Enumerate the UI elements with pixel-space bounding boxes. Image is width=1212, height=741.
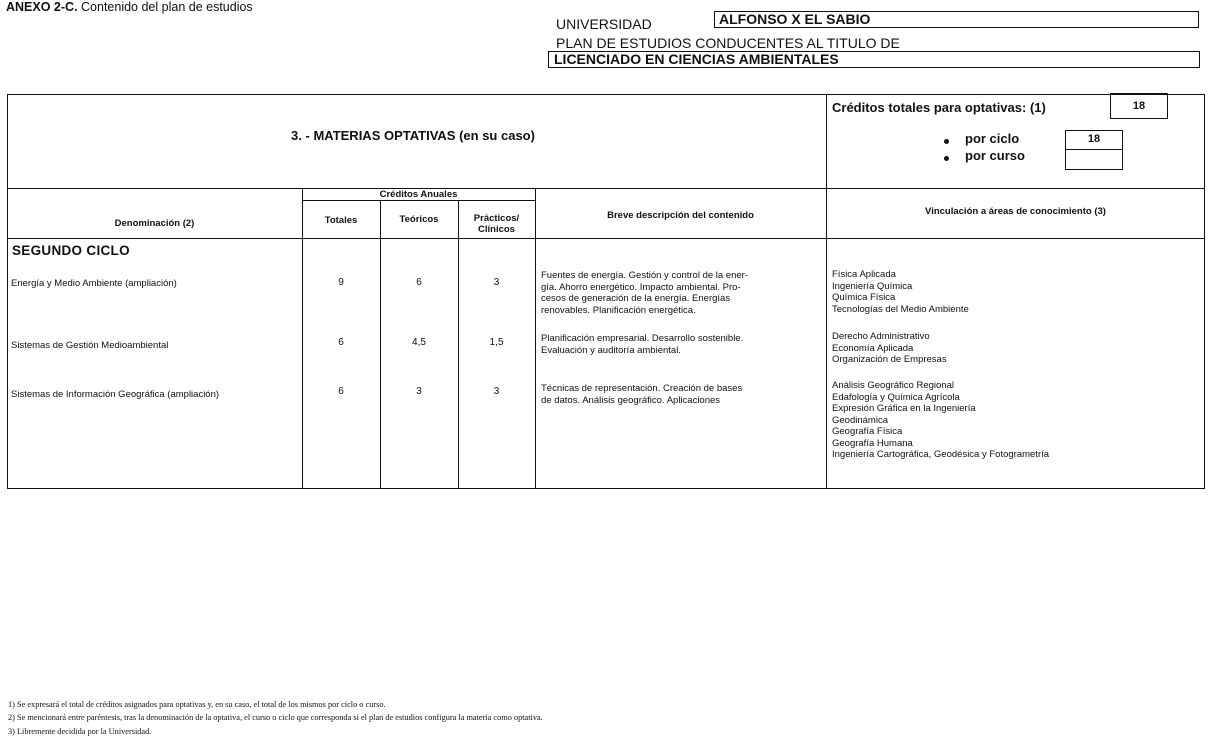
credits-teoricos: 4,5 — [412, 337, 426, 348]
por-curso-label: por curso — [965, 148, 1025, 163]
divider — [7, 238, 1205, 239]
credits-total-value: 18 — [1110, 93, 1168, 119]
divider — [826, 94, 827, 489]
section-title: 3. - MATERIAS OPTATIVAS (en su caso) — [291, 128, 535, 143]
university-value: ALFONSO X EL SABIO — [714, 11, 1199, 28]
footnote-2: 2) Se mencionará entre paréntesis, tras la denominación de la optativa, el curso o ciclo que corresponda si el plan de estudios configura la materia como optativa. — [8, 713, 543, 722]
annex-heading: ANEXO 2-C. Contenido del plan de estudios — [6, 0, 253, 14]
credits-teoricos: 6 — [416, 277, 422, 288]
subject-description: Planificación empresarial. Desarrollo sostenible. Evaluación y auditoría ambiental. — [541, 333, 744, 356]
subject-name: Energía y Medio Ambiente (ampliación) — [11, 278, 177, 289]
bullet-icon — [944, 139, 949, 144]
cycle-label: SEGUNDO CICLO — [12, 243, 130, 258]
header-teoricos: Teóricos — [399, 214, 439, 225]
divider — [7, 188, 1205, 189]
credits-practicos: 3 — [493, 386, 500, 397]
credits-totales: 6 — [338, 386, 344, 397]
por-ciclo-label: por ciclo — [965, 131, 1020, 146]
subject-name: Sistemas de Información Geográfica (ampliación) — [11, 389, 220, 400]
knowledge-areas: Derecho Administrativo Economía Aplicada Organización de Empresas — [832, 331, 947, 365]
divider — [535, 188, 536, 489]
knowledge-areas: Física Aplicada Ingeniería Química Química Física Tecnologías del Medio Ambiente — [832, 269, 969, 315]
footnote-1: 1) Se expresará el total de créditos asignados para optativas y, en su caso, el total de los mismos por ciclo o curso. — [8, 700, 386, 709]
credits-totales: 9 — [338, 277, 344, 288]
header-denominacion: Denominación (2) — [114, 218, 195, 229]
credits-teoricos: 3 — [416, 386, 422, 397]
header-practicos: Prácticos/ Clínicos — [473, 213, 520, 235]
plan-label: PLAN DE ESTUDIOS CONDUCENTES AL TITULO DE — [556, 35, 900, 51]
subject-description: Técnicas de representación. Creación de bases de datos. Análisis geográfico. Aplicaciones — [541, 383, 743, 406]
credits-practicos: 3 — [493, 277, 500, 288]
bullet-icon — [944, 156, 949, 161]
header-totales: Totales — [324, 215, 358, 226]
per-cycle-box — [1065, 130, 1123, 170]
degree-value: LICENCIADO EN CIENCIAS AMBIENTALES — [548, 51, 1200, 68]
divider — [302, 200, 535, 201]
subject-name: Sistemas de Gestión Medioambiental — [11, 340, 169, 351]
por-ciclo-value: 18 — [1087, 133, 1101, 145]
subject-description: Fuentes de energía. Gestión y control de la ener- gía. Ahorro energético. Impacto ambiental. Pro- cesos de generación de la energía. Energías renovables. Planificación energética. — [541, 270, 749, 316]
header-descripcion: Breve descripción del contenido — [607, 210, 754, 221]
credits-total-label: Créditos totales para optativas: (1) — [832, 100, 1046, 115]
footnote-3: 3) Libremente decidida por la Universidad. — [8, 727, 152, 736]
knowledge-areas: Análisis Geográfico Regional Edafología y Química Agrícola Expresión Gráfica en la Ingeniería Geodinámica Geografía Física Geografía Humana Ingeniería Cartográfica, Geodésica y Fotogrametría — [832, 380, 1050, 460]
university-label: UNIVERSIDAD — [556, 16, 652, 32]
credits-totales: 6 — [338, 337, 344, 348]
header-creditos-anuales: Créditos Anuales — [379, 189, 458, 200]
header-vinculacion: Vinculación a áreas de conocimiento (3) — [925, 206, 1106, 217]
credits-practicos: 1,5 — [489, 337, 504, 348]
